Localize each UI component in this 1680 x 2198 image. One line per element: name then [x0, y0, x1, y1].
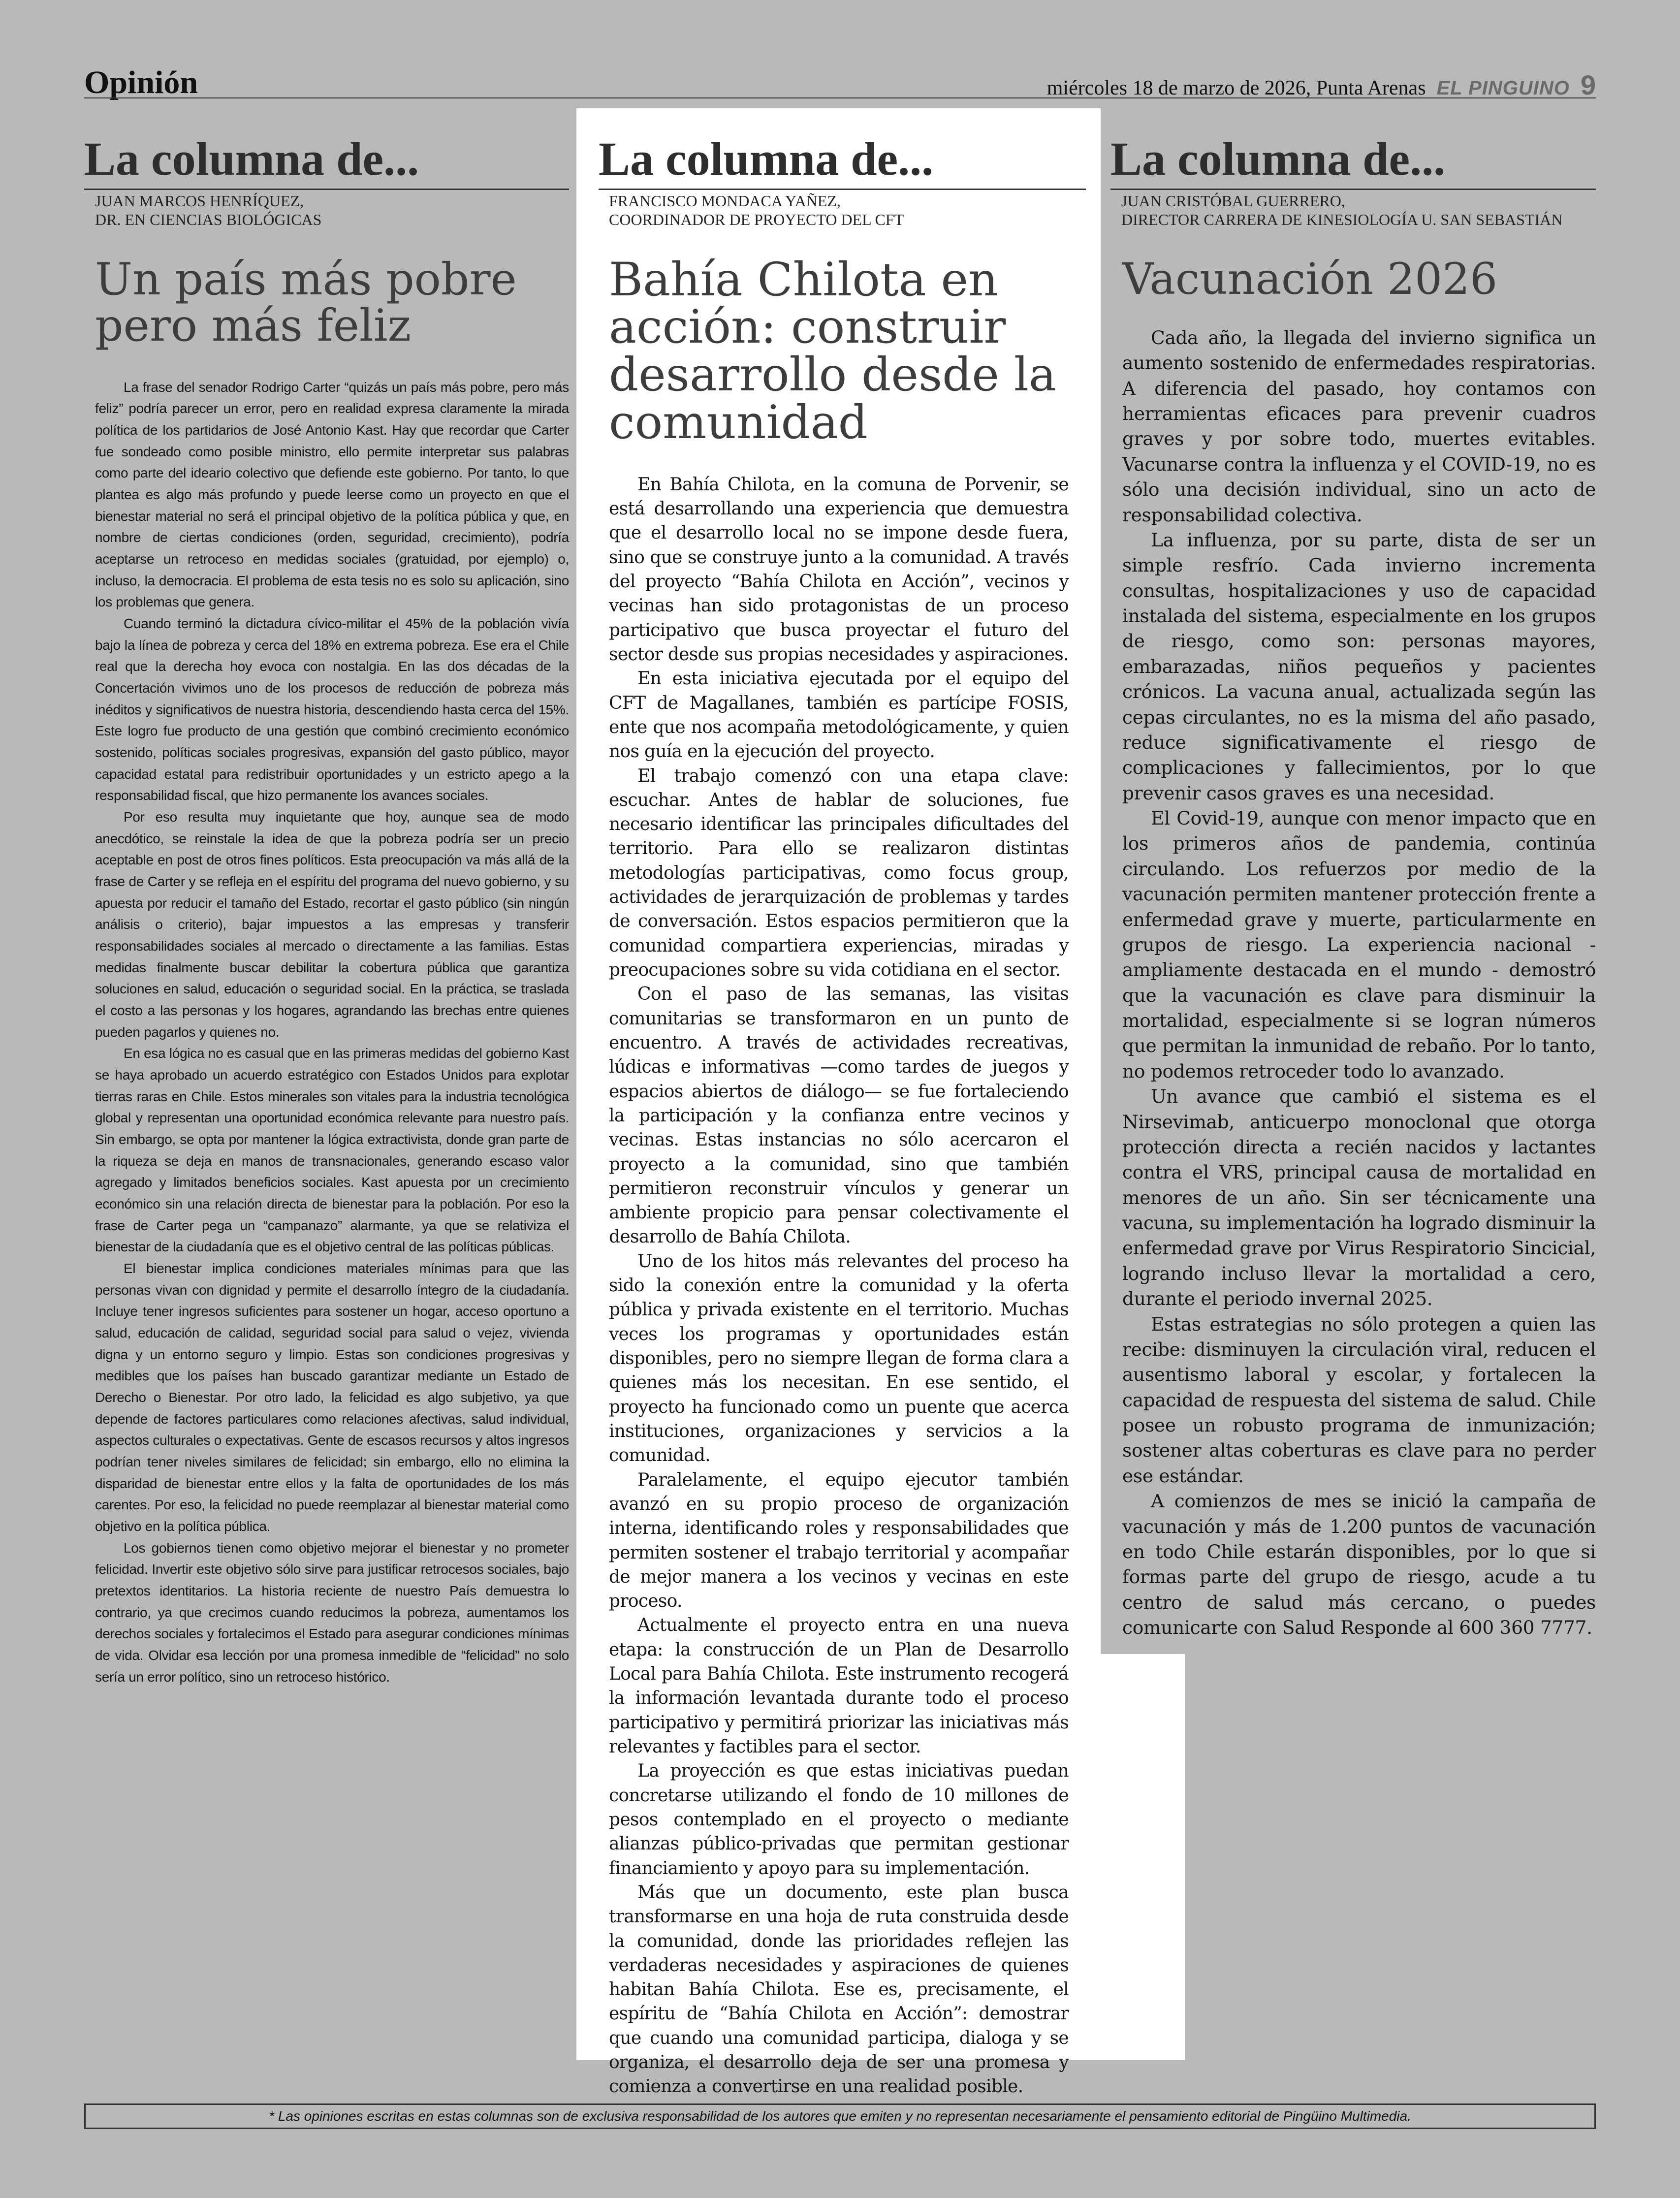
- disclaimer-box: [84, 2103, 1596, 2129]
- article-body: [84, 350, 569, 1688]
- newspaper-brand: EL PINGUINO: [1436, 77, 1570, 99]
- article-paragraph: Paralelamente, el equipo ejecutor también avanzó en su propio proceso de organización interna, identificando roles y responsabilidades que permiten sostener el trabajo territorial y acompañar de mejor manera a los vecinos y vecinas en este proceso.: [609, 1469, 1069, 1612]
- article-paragraph: El trabajo comenzó con una etapa clave: escuchar. Antes de hablar de soluciones, fue necesario identificar las principales dificultades del territorio. Para ello se realizaron distintas metodologías participativas, como focus group, actividades de jerarquización de problemas y tardes de conversación. Estos espacios permitieron que la comunidad compartiera experiencias, miradas y preocupaciones sobre su vida cotidiana en el sector.: [609, 765, 1069, 980]
- column-kicker: La columna de...: [1110, 132, 1446, 185]
- article-paragraph: Cuando terminó la dictadura cívico-militar el 45% de la población vivía bajo la línea de pobreza y cerca del 18% en extrema pobreza. Ese era el Chile real que la derecha hoy evoca con nostalgia. En las dos décadas de la Concertación vivimos uno de los procesos de reducción de pobreza más inéditos y significativos de nuestra historia, descendiendo hasta cerca del 15%. Este logro fue producto de una gestión que combinó crecimiento económico sostenido, políticas sociales progresivas, expansión del gasto público, mayor capacidad estatal para redistribuir oportunidades y un estricto apego a la responsabilidad fiscal, que hizo permanente los avances sociales.: [95, 615, 569, 803]
- column-kicker: La columna de...: [599, 132, 934, 185]
- author-byline: [1101, 190, 1596, 229]
- column-left: [84, 108, 569, 1688]
- article-paragraph: Actualmente el proyecto entra en una nueva etapa: la construcción de un Plan de Desarrollo Local para Bahía Chilota. Este instrumento recogerá la información levantada durante todo el proceso participativo y permitirá priorizar las iniciativas más relevantes y factibles para el sector.: [609, 1615, 1069, 1757]
- column-middle: [576, 108, 1101, 2099]
- article-paragraph: Más que un documento, este plan busca transformarse en una hoja de ruta construida desde la comunidad, donde las prioridades reflejen las verdaderas necesidades y aspiraciones de quienes habitan Bahía Chilota. Ese es, precisamente, el espíritu de “Bahía Chilota en Acción”: demostrar que cuando una comunidad participa, dialoga y se organiza, el desarrollo deja de ser una promesa y comienza a convertirse en una realidad posible.: [609, 1882, 1069, 2097]
- article-body: [1101, 302, 1596, 1641]
- author-title: DR. EN CIENCIAS BIOLÓGICAS: [95, 210, 322, 228]
- page-header-info: [1047, 69, 1596, 101]
- page-number: 9: [1580, 69, 1596, 100]
- article-paragraph: En esta iniciativa ejecutada por el equipo del CFT de Magallanes, también es partícipe FOSIS, ente que nos acompaña metodológicamente, y quien nos guía en la ejecución del proyecto.: [609, 669, 1069, 762]
- author-name: FRANCISCO MONDACA YAÑEZ,: [609, 192, 841, 210]
- author-title: DIRECTOR CARRERA DE KINESIOLOGÍA U. SAN SEBASTIÁN: [1121, 210, 1563, 228]
- article-paragraph: La influenza, por su parte, dista de ser un simple resfrío. Cada invierno incrementa consultas, hospitalizaciones y uso de capacidad instalada del sistema, especialmente en los grupos de riesgo, como son: personas mayores, embarazadas, niños pequeños y pacientes crónicos. La vacuna anual, actualizada según las cepas circulantes, no es la misma del año pasado, reduce significativamente el riesgo de complicaciones y fallecimientos, por lo que prevenir casos graves es una necesidad.: [1122, 529, 1596, 804]
- column-kicker: La columna de...: [84, 132, 419, 185]
- date-place: miércoles 18 de marzo de 2026, Punta Arenas: [1046, 77, 1426, 99]
- article-paragraph: Los gobiernos tienen como objetivo mejorar el bienestar y no prometer felicidad. Invertir este objetivo sólo sirve para justificar retrocesos sociales, bajo pretextos identitarios. La historia reciente de nuestro País demuestra lo contrario, ya que crecimos cuando reducimos la pobreza, aumentamos los derechos sociales y fortalecimos el Estado para asegurar condiciones mínimas de vida. Olvidar esa lección por una promesa inmedible de “felicidad” no solo sería un error político, sino un retroceso histórico.: [95, 1540, 569, 1685]
- article-paragraph: En esa lógica no es casual que en las primeras medidas del gobierno Kast se haya aprobado un acuerdo estratégico con Estados Unidos para explotar tierras raras en Chile. Estos minerales son vitales para la industria tecnológica global y representan una oportunidad económica relevante para nuestro país. Sin embargo, se opta por mantener la lógica extractivista, donde gran parte de la riqueza se deja en manos de transnacionales, generando escaso valor agregado y limitados beneficios sociales. Kast apuesta por un crecimiento económico sin una relación directa de bienestar para la población. Por eso la frase de Carter pega un “campanazo” alarmante, ya que se relativiza el bienestar de la ciudadanía que es el objetivo central de las políticas públicas.: [95, 1046, 569, 1255]
- article-paragraph: En Bahía Chilota, en la comuna de Porvenir, se está desarrollando una experiencia que demuestra que el desarrollo local no se impone desde fuera, sino que se construye junto a la comunidad. A través del proyecto “Bahía Chilota en Acción”, vecinos y vecinas han sido protagonistas de un proceso participativo que busca proyectar el futuro del sector desde sus propias necesidades y aspiraciones.: [609, 474, 1069, 665]
- article-paragraph: Un avance que cambió el sistema es el Nirsevimab, anticuerpo monoclonal que otorga protección directa a recién nacidos y lactantes contra el VRS, principal causa de mortalidad en menores de un año. Sin ser técnicamente una vacuna, su implementación ha logrado disminuir la enfermedad grave por Virus Respiratorio Sincicial, logrando incluso llevar la mortalidad a cero, durante el periodo invernal 2025.: [1122, 1085, 1596, 1310]
- section-title: Opinión: [84, 64, 198, 100]
- author-name: JUAN CRISTÓBAL GUERRERO,: [1121, 192, 1345, 210]
- article-paragraph: La frase del senador Rodrigo Carter “quizás un país más pobre, pero más feliz” podría parecer un error, pero en realidad expresa claramente la mirada política de los partidarios de José Antonio Kast. Hay que recordar que Carter fue sondeado como posible ministro, ello permite interpretar sus palabras como parte del ideario colectivo que defiende este gobierno. Por tanto, lo que plantea es algo más profundo y puede leerse como un proyecto en que el bienestar material no será el principal objetivo de la política pública y que, en nombre de ciertas condiciones (orden, seguridad, crecimiento), podría aceptarse un retroceso en medidas sociales (gratuidad, por ejemplo) o, incluso, la democracia. El problema de esta tesis no es solo su aplicación, sino los problemas que genera.: [95, 379, 569, 610]
- header-divider: [84, 97, 1596, 98]
- article-paragraph: Con el paso de las semanas, las visitas comunitarias se transformaron en un punto de encuentro. A través de actividades recreativas, lúdicas e informativas —como tardes de juegos y espacios abiertos de diálogo— se fue fortaleciendo la participación y la confianza entre vecinos y vecinas. Estas instancias no sólo acercaron el proyecto a la comunidad, sino que también permitieron reconstruir vínculos y generar un ambiente propicio para pensar colectivamente el desarrollo de Bahía Chilota.: [609, 984, 1069, 1247]
- disclaimer-text: * Las opiniones escritas en estas columnas son de exclusiva responsabilidad de los autores que emiten y no representan necesariamente el pensamiento editorial de Pingüino Multimedia.: [269, 2108, 1411, 2124]
- article-paragraph: El Covid-19, aunque con menor impacto que en los primeros años de pandemia, continúa circulando. Los refuerzos por medio de la vacunación permiten mantener protección frente a enfermedad grave y muerte, particularmente en grupos de riesgo. La experiencia nacional - ampliamente destacada en el mundo - demostró que la vacunación es clave para disminuir la mortalidad, especialmente si se logran números que permitan la inmunidad de rebaño. Por lo tanto, no podemos retroceder todo lo avanzado.: [1122, 807, 1596, 1082]
- article-headline: Bahía Chilota en acción: construir desarrollo desde la comunidad: [609, 253, 1056, 449]
- author-name: JUAN MARCOS HENRÍQUEZ,: [95, 192, 304, 210]
- article-paragraph: A comienzos de mes se inició la campaña de vacunación y más de 1.200 puntos de vacunación en todo Chile estarán disponibles, por lo que si formas parte del grupo de riesgo, acude a tu centro de salud más cercano, o puedes comunicarte con Salud Responde al 600 360 7777.: [1122, 1490, 1596, 1639]
- author-byline: [84, 190, 569, 229]
- author-byline: [576, 190, 1101, 229]
- article-paragraph: Estas estrategias no sólo protegen a quien las recibe: disminuyen la circulación viral, reducen el ausentismo laboral y escolar, y fortalecen la capacidad de respuesta del sistema de salud. Chile posee un robusto programa de inmunización; sostener altas coberturas es clave para no perder ese estándar.: [1122, 1313, 1596, 1487]
- article-paragraph: El bienestar implica condiciones materiales mínimas para que las personas vivan con dignidad y permite el desarrollo íntegro de la ciudadanía. Incluye tener ingresos suficientes para sostener un hogar, acceso oportuno a salud, educación de calidad, seguridad social para salud o vejez, vivienda digna y un entorno seguro y limpio. Estas son condiciones progresivas y medibles que los países han buscado garantizar mediante un Estado de Derecho o Bienestar. Por otro lado, la felicidad es algo subjetivo, ya que depende de factores particulares como relaciones afectivas, salud individual, aspectos culturales o expectativas. Gente de escasos recursos y altos ingresos podrían tener niveles similares de felicidad; sin embargo, ello no elimina la disparidad de bienestar entre ellos y la falta de oportunidades de los más carentes. Por eso, la felicidad no puede reemplazar al bienestar material como objetivo en la política pública.: [95, 1261, 569, 1534]
- author-title: COORDINADOR DE PROYECTO DEL CFT: [609, 210, 904, 228]
- article-headline: Un país más pobre pero más feliz: [95, 253, 517, 351]
- article-paragraph: Por eso resulta muy inquietante que hoy, aunque sea de modo anecdótico, se reinstale la idea de que la pobreza podría ser un precio aceptable en post de otros fines políticos. Esta preocupación va más allá de la frase de Carter y se refleja en el espíritu del programa del nuevo gobierno, y su apuesta por reducir el tamaño del Estado, recortar el gasto público (sin ningún análisis o criterio), bajar impuestos a las empresas y transferir responsabilidades sociales al mercado o directamente a las familias. Estas medidas finalmente buscar debilitar la cobertura pública que garantiza soluciones en salud, educación o seguridad social. En la práctica, se traslada el costo a las personas y los hogares, agrandando las brechas entre quienes pueden pagarlos y quienes no.: [95, 809, 569, 1040]
- article-paragraph: Cada año, la llegada del invierno significa un aumento sostenido de enfermedades respiratorias. A diferencia del pasado, hoy contamos con herramientas eficaces para prevenir cuadros graves y por sobre todo, muertes evitables. Vacunarse contra la influenza y el COVID-19, no es sólo una decisión individual, sino un acto de responsabilidad colectiva.: [1122, 326, 1596, 526]
- column-right: [1101, 108, 1596, 1640]
- article-paragraph: La proyección es que estas iniciativas puedan concretarse utilizando el fondo de 10 millones de pesos contemplado en el proyecto o mediante alianzas público-privadas que permitan gestionar financiamiento y apoyo para su implementación.: [609, 1761, 1069, 1879]
- article-body: [576, 447, 1069, 2099]
- article-paragraph: Uno de los hitos más relevantes del proceso ha sido la conexión entre la comunidad y la oferta pública y privada existente en el territorio. Muchas veces los programas y oportunidades están disponibles, pero no siempre llegan de forma clara a quienes más los necesitan. En ese sentido, el proyecto ha funcionado como un puente que acerca instituciones, organizaciones y servicios a la comunidad.: [609, 1251, 1069, 1466]
- article-headline: Vacunación 2026: [1122, 253, 1498, 304]
